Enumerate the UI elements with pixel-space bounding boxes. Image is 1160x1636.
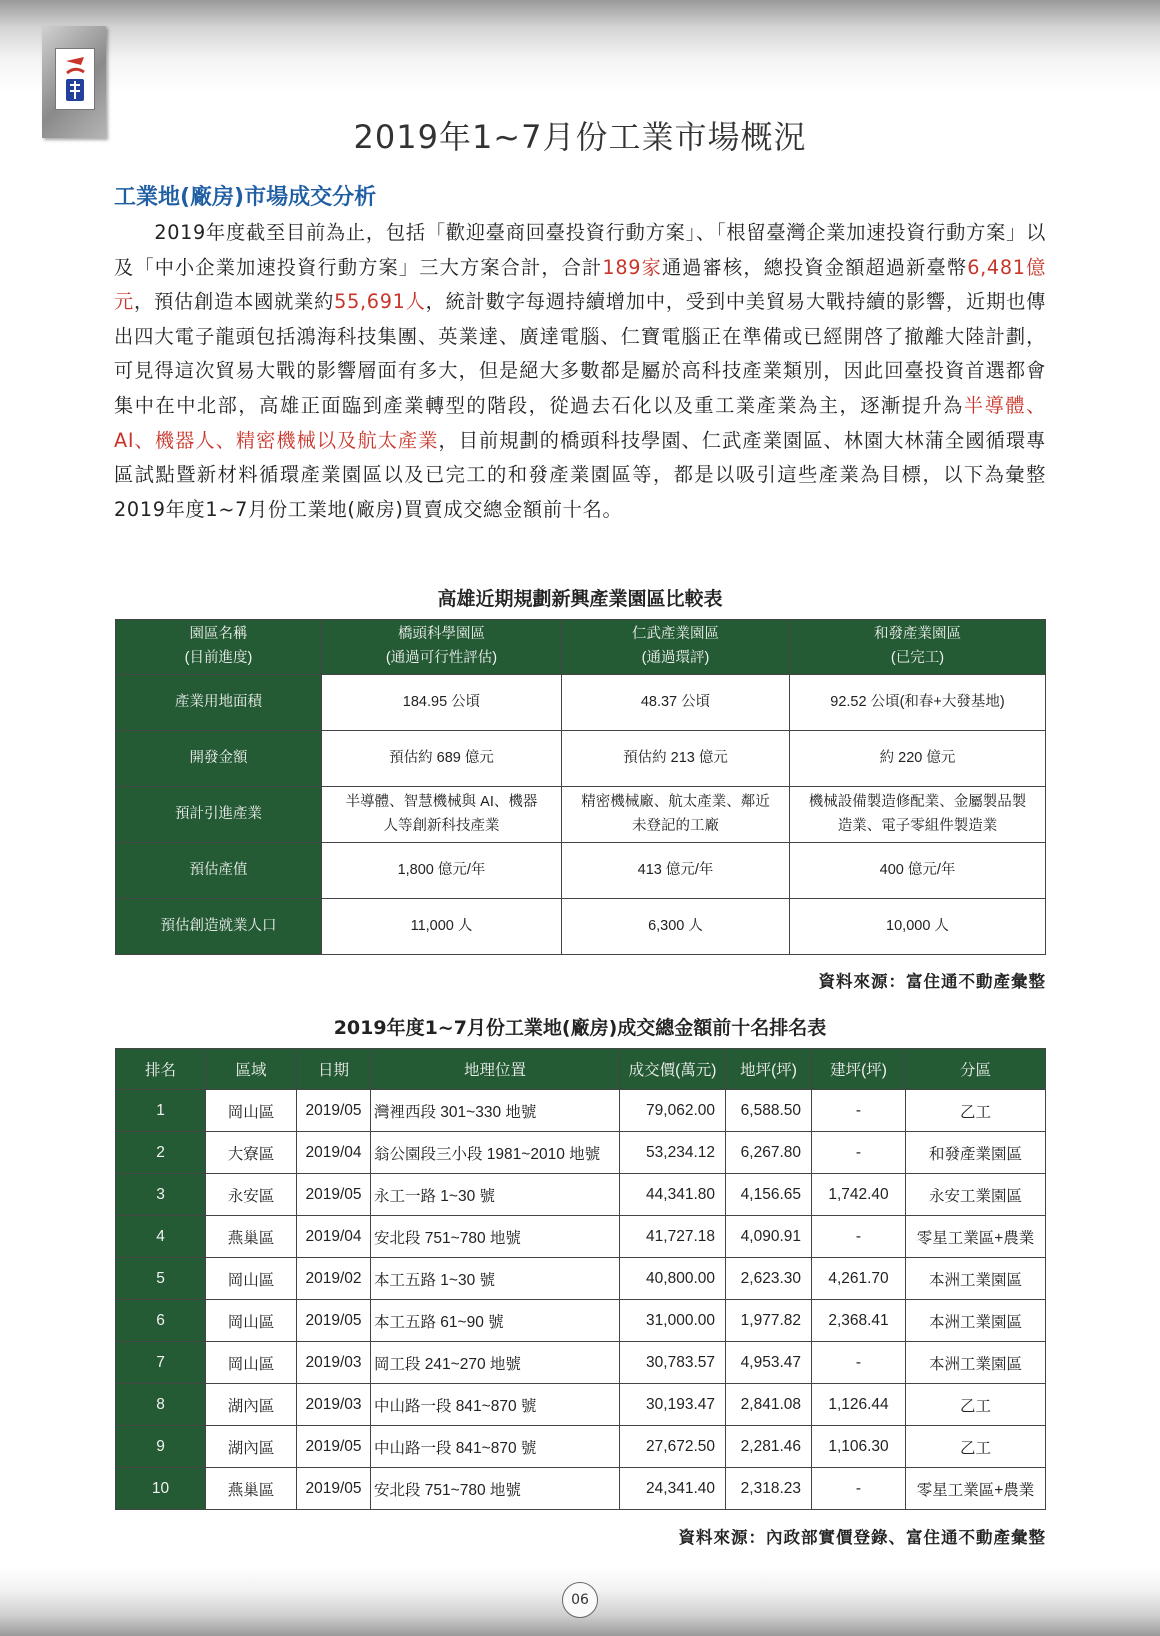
rank-header-cell: 排名 (116, 1049, 206, 1090)
cell-line: 精密機械廠、航太產業、鄰近 (581, 793, 770, 810)
header-line: 橋頭科學園區 (398, 626, 485, 643)
header-subline: (通過環評) (641, 650, 710, 666)
page-title: 2019年1~7月份工業市場概況 (353, 118, 807, 156)
rank-cell: 53,234.12 (620, 1132, 726, 1174)
table-row (116, 1384, 1046, 1426)
cell-line: 半導體、智慧機械與 AI、機器 (345, 793, 538, 810)
compare-header-row (116, 620, 1046, 675)
rank-cell: 本洲工業園區 (906, 1258, 1046, 1300)
rank-cell: 4,156.65 (726, 1174, 812, 1216)
rank-cell: 79,062.00 (620, 1090, 726, 1132)
cell-line: 機械設備製造修配業、金屬製品製 (808, 793, 1027, 810)
para-text: ，統計數字每週持續增加中，受到中美貿易大戰持續的影響，近期也傳出四大電子龍頭包括鴻海科技集團、英業達、廣達電腦、仁寶電腦正在準備或已經開啓了撤離大陸計劃，可見得這次貿易大戰的影響層面有多大，但是絕大多數都是屬於高科技產業類別，因此回臺投資首選都會集中在中北部，高雄正面臨到產業轉型的階段，從過去石化以及重工業產業為主，逐漸提升為 (114, 290, 1046, 417)
rank-cell: 1,742.40 (812, 1174, 906, 1216)
para-text: 通過審核，總投資金額超過新臺幣 (661, 255, 968, 279)
para-text: ，目前規劃的橋頭科技學園、仁武產業園區、林園大林蒲全國循環專區試點暨新材料循環產業園區以及已完工的和發產業園區等，都是以吸引這些產業為目標，以下為彙整2019年度1~7月份工業地(廠房)買賣成交總金額前十名。 (114, 428, 1046, 521)
compare-cell (562, 731, 790, 787)
header-subline: (已完工) (890, 650, 945, 666)
rank-cell: - (812, 1342, 906, 1384)
rank-cell: 岡山區 (206, 1300, 297, 1342)
rank-cell: 30,193.47 (620, 1384, 726, 1426)
rank-cell: 岡工段 241~270 地號 (371, 1342, 620, 1384)
rank-cell: 6,588.50 (726, 1090, 812, 1132)
cell-line: 未登記的工廠 (632, 817, 719, 834)
cell-line: 預估約 689 億元 (389, 749, 494, 766)
cell-line: 預估約 213 億元 (623, 749, 728, 766)
rank-cell: 中山路一段 841~870 號 (371, 1384, 620, 1426)
compare-header-cell (562, 620, 790, 675)
highlight-employment: 55,691人 (334, 290, 426, 314)
compare-row (116, 731, 1046, 787)
compare-cell (322, 731, 562, 787)
rank-source-note: 資料來源：內政部實價登錄、富住通不動產彙整 (678, 1528, 1046, 1547)
cell-line: 6,300 人 (648, 917, 703, 934)
compare-source-note: 資料來源：富住通不動產彙整 (818, 972, 1046, 991)
rank-cell: - (812, 1468, 906, 1510)
header-line: 園區名稱 (189, 626, 248, 643)
table-row (116, 1258, 1046, 1300)
rank-cell: 2019/05 (297, 1174, 371, 1216)
rank-cell: 本洲工業園區 (906, 1300, 1046, 1342)
rank-cell: 1 (116, 1090, 206, 1132)
cell-line: 413 億元/年 (637, 861, 714, 878)
rank-cell: 2,281.46 (726, 1426, 812, 1468)
rank-cell: 大寮區 (206, 1132, 297, 1174)
rank-cell: 2019/03 (297, 1384, 371, 1426)
rank-cell: 乙工 (906, 1384, 1046, 1426)
rank-cell: 本洲工業園區 (906, 1342, 1046, 1384)
rank-cell: 44,341.80 (620, 1174, 726, 1216)
rank-cell: 零星工業區+農業 (906, 1216, 1046, 1258)
highlight-target-industries: 半導體、AI、機器人、精密機械以及航太產業 (114, 393, 1046, 452)
compare-row-label: 預計引進產業 (116, 787, 322, 843)
page-number: 06 (562, 1582, 598, 1618)
compare-row (116, 675, 1046, 731)
top-ten-ranking-table (115, 1048, 1046, 1510)
rank-header-cell: 區域 (206, 1049, 297, 1090)
cell-line: 10,000 人 (886, 917, 949, 934)
rank-cell: 和發產業園區 (906, 1132, 1046, 1174)
rank-cell: 2 (116, 1132, 206, 1174)
rank-cell: 9 (116, 1426, 206, 1468)
rank-cell: 2019/03 (297, 1342, 371, 1384)
rank-cell: 24,341.40 (620, 1468, 726, 1510)
section-heading: 工業地(廠房)市場成交分析 (114, 185, 377, 210)
rank-cell: 永安區 (206, 1174, 297, 1216)
compare-row-label: 開發金額 (116, 731, 322, 787)
rank-header-cell: 日期 (297, 1049, 371, 1090)
rank-cell: 安北段 751~780 地號 (371, 1468, 620, 1510)
rank-cell: 零星工業區+農業 (906, 1468, 1046, 1510)
rank-cell: 2019/05 (297, 1090, 371, 1132)
rank-cell: 10 (116, 1468, 206, 1510)
compare-cell (562, 843, 790, 899)
rank-cell: - (812, 1090, 906, 1132)
rank-cell: 2,623.30 (726, 1258, 812, 1300)
rank-cell: 2,368.41 (812, 1300, 906, 1342)
compare-row (116, 843, 1046, 899)
header-subline: (通過可行性評估) (385, 650, 498, 666)
compare-row (116, 899, 1046, 955)
rank-cell: 2019/05 (297, 1426, 371, 1468)
rank-cell: 1,126.44 (812, 1384, 906, 1426)
rank-header-cell: 地坪(坪) (726, 1049, 812, 1090)
park-comparison-table (115, 619, 1046, 955)
compare-row-label: 預估創造就業人口 (116, 899, 322, 955)
cell-line: 約 220 億元 (879, 749, 956, 766)
rank-cell: 湖內區 (206, 1426, 297, 1468)
rank-cell: 中山路一段 841~870 號 (371, 1426, 620, 1468)
table-row (116, 1468, 1046, 1510)
rank-cell: 41,727.18 (620, 1216, 726, 1258)
compare-cell (322, 675, 562, 731)
rank-cell: 4,953.47 (726, 1342, 812, 1384)
compare-cell (562, 675, 790, 731)
compare-row-label: 預估產值 (116, 843, 322, 899)
highlight-investment-total: 6,481億元 (114, 255, 1046, 314)
compare-cell (562, 787, 790, 843)
rank-body (116, 1090, 1046, 1510)
rank-header-row (116, 1049, 1046, 1090)
rank-cell: 2,841.08 (726, 1384, 812, 1426)
compare-cell (790, 787, 1046, 843)
compare-row-label: 產業用地面積 (116, 675, 322, 731)
rank-cell: 岡山區 (206, 1342, 297, 1384)
cell-line: 人等創新科技產業 (383, 817, 500, 834)
rank-cell: 31,000.00 (620, 1300, 726, 1342)
highlight-company-count: 189家 (602, 255, 662, 279)
rank-cell: 永安工業園區 (906, 1174, 1046, 1216)
rank-cell: 2019/05 (297, 1468, 371, 1510)
rank-header-cell: 成交價(萬元) (620, 1049, 726, 1090)
compare-table-title: 高雄近期規劃新興產業園區比較表 (437, 588, 723, 610)
para-text: 2019年度截至目前為止，包括「歡迎臺商回臺投資行動方案」、「根留臺灣企業加速投資行動方案」以及「中小企業加速投資行動方案」三大方案合計，合計 (114, 221, 1046, 279)
header-line: 和發產業園區 (874, 626, 961, 643)
rank-cell: 灣裡西段 301~330 地號 (371, 1090, 620, 1132)
compare-cell (790, 675, 1046, 731)
header-line: 仁武產業園區 (632, 626, 719, 643)
para-text: ，預估創造本國就業約 (134, 290, 335, 314)
rank-cell: 乙工 (906, 1426, 1046, 1468)
compare-body (116, 675, 1046, 955)
cell-line: 184.95 公頃 (402, 693, 481, 710)
rank-cell: 2019/02 (297, 1258, 371, 1300)
compare-header-cell (116, 620, 322, 675)
rank-cell: 燕巢區 (206, 1468, 297, 1510)
compare-cell (562, 899, 790, 955)
rank-cell: 4,090.91 (726, 1216, 812, 1258)
rank-cell: 安北段 751~780 地號 (371, 1216, 620, 1258)
rank-cell: 8 (116, 1384, 206, 1426)
rank-table-title: 2019年度1~7月份工業地(廠房)成交總金額前十名排名表 (333, 1017, 827, 1039)
rank-cell: - (812, 1216, 906, 1258)
rank-cell: 5 (116, 1258, 206, 1300)
rank-cell: 2019/04 (297, 1132, 371, 1174)
rank-cell: 2,318.23 (726, 1468, 812, 1510)
header-subline: (目前進度) (184, 650, 253, 666)
cell-line: 造業、電子零組件製造業 (837, 817, 998, 834)
cell-line: 400 億元/年 (879, 861, 956, 878)
table-row (116, 1132, 1046, 1174)
rank-cell: 本工五路 1~30 號 (371, 1258, 620, 1300)
table-row (116, 1300, 1046, 1342)
rank-cell: - (812, 1132, 906, 1174)
rank-cell: 3 (116, 1174, 206, 1216)
table-row (116, 1090, 1046, 1132)
intro-paragraph (114, 216, 1046, 527)
compare-header-cell (790, 620, 1046, 675)
rank-cell: 4 (116, 1216, 206, 1258)
compare-cell (790, 731, 1046, 787)
cell-line: 92.52 公頃(和春+大發基地) (830, 693, 1005, 710)
compare-row (116, 787, 1046, 843)
rank-cell: 4,261.70 (812, 1258, 906, 1300)
rank-cell: 永工一路 1~30 號 (371, 1174, 620, 1216)
cell-line: 11,000 人 (410, 917, 473, 934)
cell-line: 1,800 億元/年 (397, 861, 486, 878)
rank-cell: 岡山區 (206, 1090, 297, 1132)
rank-cell: 2019/05 (297, 1300, 371, 1342)
rank-cell: 岡山區 (206, 1258, 297, 1300)
table-row (116, 1174, 1046, 1216)
rank-cell: 1,106.30 (812, 1426, 906, 1468)
compare-cell (322, 787, 562, 843)
rank-header-cell: 地理位置 (371, 1049, 620, 1090)
rank-cell: 30,783.57 (620, 1342, 726, 1384)
table-row (116, 1216, 1046, 1258)
rank-cell: 6,267.80 (726, 1132, 812, 1174)
rank-cell: 7 (116, 1342, 206, 1384)
compare-header-cell (322, 620, 562, 675)
rank-header-cell: 建坪(坪) (812, 1049, 906, 1090)
rank-cell: 2019/04 (297, 1216, 371, 1258)
rank-cell: 27,672.50 (620, 1426, 726, 1468)
compare-cell (322, 899, 562, 955)
logo-mark-icon (55, 48, 95, 110)
table-row (116, 1342, 1046, 1384)
header-band (0, 0, 1160, 92)
rank-cell: 40,800.00 (620, 1258, 726, 1300)
compare-cell (322, 843, 562, 899)
cell-line: 48.37 公頃 (640, 693, 711, 710)
rank-cell: 6 (116, 1300, 206, 1342)
table-row (116, 1426, 1046, 1468)
rank-cell: 湖內區 (206, 1384, 297, 1426)
rank-cell: 翁公園段三小段 1981~2010 地號 (371, 1132, 620, 1174)
rank-header-cell: 分區 (906, 1049, 1046, 1090)
rank-cell: 本工五路 61~90 號 (371, 1300, 620, 1342)
compare-cell (790, 843, 1046, 899)
rank-cell: 乙工 (906, 1090, 1046, 1132)
compare-cell (790, 899, 1046, 955)
rank-cell: 1,977.82 (726, 1300, 812, 1342)
rank-cell: 燕巢區 (206, 1216, 297, 1258)
